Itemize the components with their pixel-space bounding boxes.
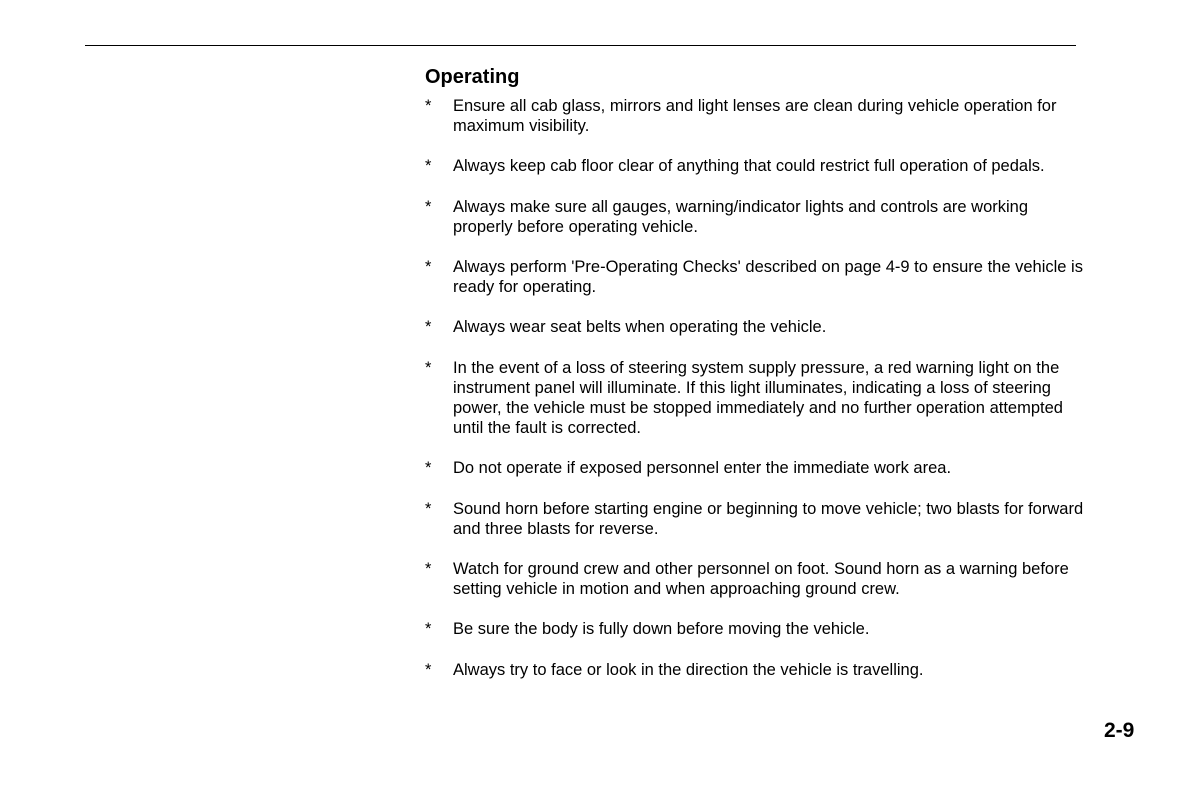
asterisk-bullet: * <box>425 560 432 579</box>
asterisk-bullet: * <box>425 157 432 176</box>
asterisk-bullet: * <box>425 660 432 679</box>
bullet-item <box>425 156 1085 176</box>
asterisk-bullet: * <box>425 620 432 639</box>
bullet-item <box>425 619 1085 639</box>
operating-section <box>425 64 1085 700</box>
section-title: Operating <box>425 66 520 88</box>
bullet-item <box>425 660 1085 680</box>
bullet-item <box>425 96 1085 136</box>
asterisk-bullet: * <box>425 258 432 277</box>
bullet-item <box>425 197 1085 237</box>
safety-bullet-list <box>425 96 1085 680</box>
bullet-text: In the event of a loss of steering system supply pressure, a red warning light on the instrument panel will illuminate. If this light illuminates, indicating a loss of steering power, the vehicle must be stopped immediately and no further operation attempted until the fault is corrected. <box>453 358 1063 438</box>
asterisk-bullet: * <box>425 499 432 518</box>
bullet-item <box>425 458 1085 478</box>
bullet-text: Always keep cab floor clear of anything that could restrict full operation of pedals. <box>453 157 1045 176</box>
bullet-item <box>425 317 1085 337</box>
bullet-text: Always try to face or look in the direction the vehicle is travelling. <box>453 660 924 679</box>
header-rule <box>85 45 1076 46</box>
page-number: 2-9 <box>1104 719 1135 742</box>
bullet-text: Always wear seat belts when operating the vehicle. <box>453 318 827 337</box>
bullet-text: Do not operate if exposed personnel enter the immediate work area. <box>453 459 952 478</box>
bullet-text: Sound horn before starting engine or beginning to move vehicle; two blasts for forward and three blasts for reverse. <box>453 499 1084 538</box>
bullet-text: Always make sure all gauges, warning/indicator lights and controls are working properly before operating vehicle. <box>453 197 1029 236</box>
bullet-text: Watch for ground crew and other personnel on foot. Sound horn as a warning before setting vehicle in motion and when approaching ground crew. <box>453 560 1069 599</box>
asterisk-bullet: * <box>425 459 432 478</box>
bullet-item <box>425 499 1085 539</box>
asterisk-bullet: * <box>425 358 432 377</box>
asterisk-bullet: * <box>425 318 432 337</box>
bullet-item <box>425 559 1085 599</box>
asterisk-bullet: * <box>425 197 432 216</box>
bullet-item <box>425 257 1085 297</box>
bullet-text: Ensure all cab glass, mirrors and light lenses are clean during vehicle operation for maximum visibility. <box>453 97 1057 136</box>
bullet-text: Always perform 'Pre-Operating Checks' described on page 4-9 to ensure the vehicle is ready for operating. <box>453 258 1083 297</box>
asterisk-bullet: * <box>425 97 432 115</box>
bullet-text: Be sure the body is fully down before moving the vehicle. <box>453 620 870 639</box>
bullet-item <box>425 358 1085 439</box>
